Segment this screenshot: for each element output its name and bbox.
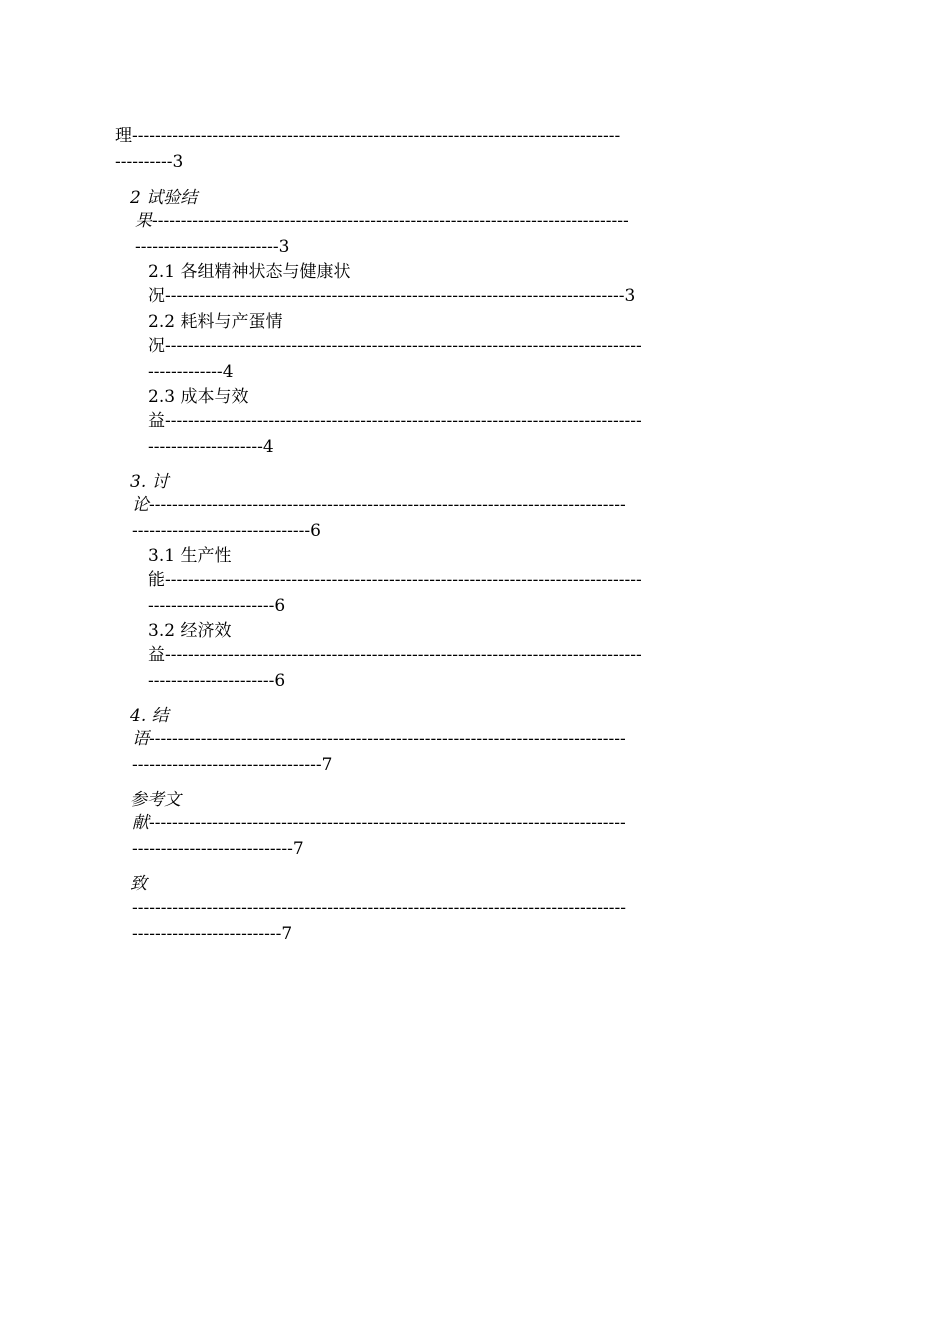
- toc-leader-dots: --------------------------------------------------------------------------------: [165, 286, 625, 306]
- toc-entry-3-1-line-1: [148, 568, 642, 592]
- toc-leader-dots: -----------------------------------------------------------------------------------: [149, 729, 626, 749]
- toc-entry-2-3-line-2: [148, 435, 274, 459]
- toc-entry-3-line-2: [132, 519, 321, 543]
- toc-entry-3-title: 3. 讨: [130, 472, 169, 492]
- toc-entry-2-3-title: 2.3 成本与效: [148, 387, 249, 407]
- toc-page-number: 3: [278, 237, 290, 257]
- toc-page-number: 6: [310, 521, 321, 541]
- toc-leader-dots: -------------------------: [135, 237, 279, 257]
- toc-entry-references-line-2: [132, 837, 304, 861]
- toc-page-number: 3: [172, 152, 184, 172]
- toc-entry-references-prefix: 献: [132, 813, 149, 833]
- toc-entry-3-1-title: 3.1 生产性: [148, 546, 232, 566]
- toc-leader-dots: -------------: [148, 362, 223, 382]
- toc-entry-2-2-line-1: [148, 334, 642, 358]
- toc-entry-2-line-2: [135, 235, 289, 259]
- toc-leader-dots: -----------------------------------------------------------------------------------: [149, 495, 626, 515]
- toc-page-number: 6: [274, 671, 286, 691]
- toc-entry-3-1-prefix: 能: [148, 570, 165, 590]
- toc-entry-2-1-title: 2.1 各组精神状态与健康状: [148, 262, 351, 282]
- toc-page-number: 7: [321, 755, 333, 775]
- toc-entry-2-2-prefix: 况: [148, 336, 165, 356]
- toc-entry-3-2-line-2: [148, 669, 285, 693]
- toc-page-number: 3: [624, 286, 636, 306]
- toc-entry-2-line-1: [135, 209, 629, 233]
- toc-leader-dots: -----------------------------------------------------------------------------------: [152, 211, 629, 231]
- toc-leader-dots: ----------------------: [148, 596, 275, 616]
- toc-leader-dots: ----------: [115, 152, 173, 172]
- toc-entry-3-2-line-1: [148, 643, 642, 667]
- toc-entry-3-1-line-2: [148, 594, 285, 618]
- toc-leader-dots: -----------------------------------------------------------------------------------: [165, 336, 642, 356]
- toc-entry-references-title: 参考文: [130, 790, 181, 810]
- toc-entry-4-title: 4. 结: [130, 706, 169, 726]
- toc-entry-acknowledgements-line-2: [132, 922, 292, 946]
- toc-leader-dots: ---------------------------------: [132, 755, 322, 775]
- toc-page-number: 7: [281, 924, 293, 944]
- toc-entry-acknowledgements-line-1: [132, 896, 626, 920]
- toc-leader-dots: -----------------------------------------------------------------------------------: [165, 411, 642, 431]
- toc-page-number: 7: [292, 839, 304, 859]
- toc-entry-1-line-1: [115, 124, 620, 148]
- toc-leader-dots: -----------------------------------------------------------------------------------: [149, 813, 626, 833]
- toc-leader-dots: --------------------: [148, 437, 263, 457]
- toc-entry-1-prefix: 理: [115, 126, 132, 146]
- toc-entry-4-line-1: [132, 727, 626, 751]
- toc-entry-2-3-prefix: 益: [148, 411, 165, 431]
- toc-leader-dots: ----------------------------: [132, 839, 293, 859]
- toc-entry-1-line-2: [115, 150, 183, 174]
- toc-leader-dots: -------------------------------: [132, 521, 311, 541]
- toc-leader-dots: --------------------------------------------------------------------------------------: [132, 898, 626, 918]
- toc-entry-2-1-prefix: 况: [148, 286, 165, 306]
- toc-entry-2-2-line-2: [148, 360, 234, 384]
- toc-leader-dots: -----------------------------------------------------------------------------------: [165, 570, 642, 590]
- toc-entry-2-2-title: 2.2 耗料与产蛋情: [148, 312, 283, 332]
- toc-entry-2-title: 2 试验结: [130, 188, 198, 208]
- toc-page-number: 4: [222, 362, 234, 382]
- toc-entry-4-line-2: [132, 753, 332, 777]
- toc-leader-dots: -------------------------------------------------------------------------------------: [132, 126, 621, 146]
- toc-entry-3-line-1: [132, 493, 626, 517]
- toc-entry-3-2-title: 3.2 经济效: [148, 621, 232, 641]
- toc-entry-3-prefix: 论: [132, 495, 149, 515]
- toc-entry-2-3-line-1: [148, 409, 642, 433]
- toc-leader-dots: -----------------------------------------------------------------------------------: [165, 645, 642, 665]
- toc-page-number: 4: [262, 437, 274, 457]
- toc-leader-dots: ----------------------: [148, 671, 275, 691]
- toc-entry-2-1-line-1: [148, 284, 635, 308]
- toc-entry-acknowledgements-title: 致: [130, 874, 147, 894]
- toc-entry-2-prefix: 果: [135, 211, 152, 231]
- toc-page-number: 6: [274, 596, 286, 616]
- toc-leader-dots: --------------------------: [132, 924, 282, 944]
- toc-entry-3-2-prefix: 益: [148, 645, 165, 665]
- toc-entry-references-line-1: [132, 811, 626, 835]
- toc-entry-4-prefix: 语: [132, 729, 149, 749]
